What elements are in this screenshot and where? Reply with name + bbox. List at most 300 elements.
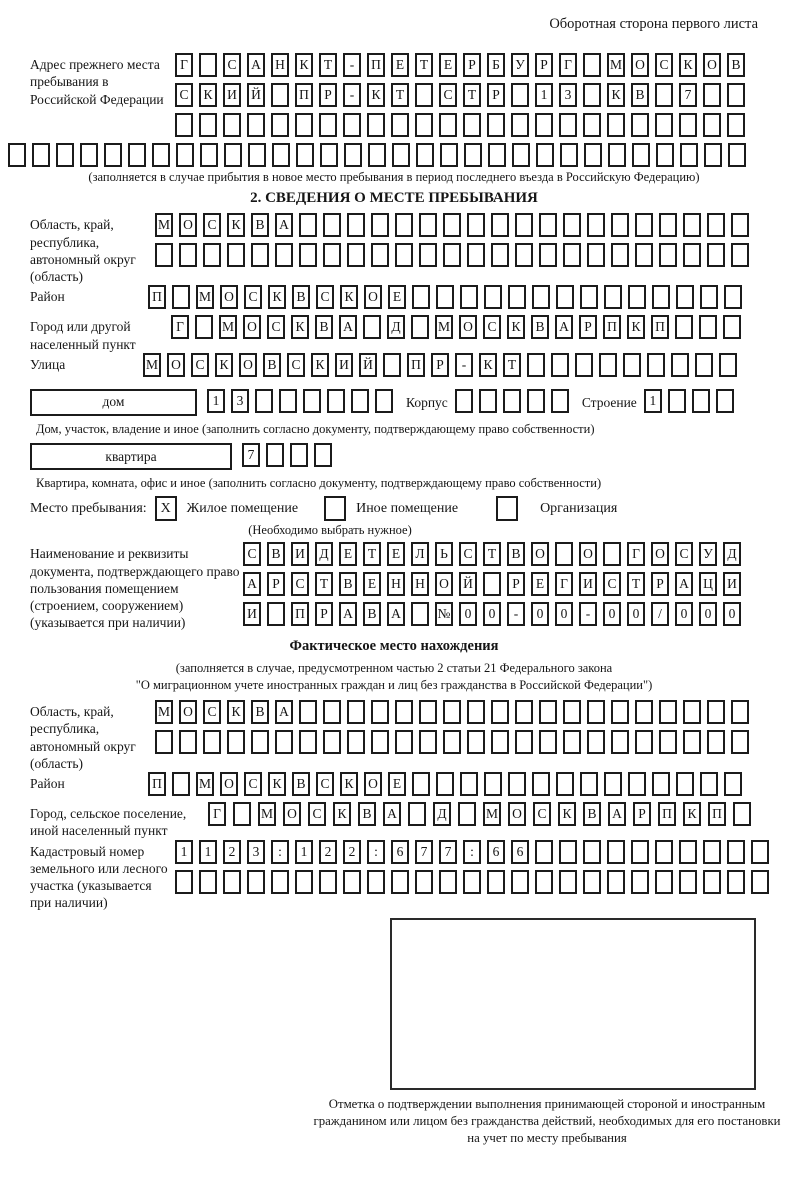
char-cell[interactable] bbox=[511, 870, 529, 894]
char-cell[interactable]: И bbox=[335, 353, 353, 377]
char-cell[interactable]: С bbox=[203, 700, 221, 724]
char-cell[interactable] bbox=[415, 113, 433, 137]
char-cell[interactable]: 7 bbox=[415, 840, 433, 864]
char-cell[interactable] bbox=[419, 700, 437, 724]
char-cell[interactable]: А bbox=[608, 802, 626, 826]
char-cell[interactable]: С bbox=[203, 213, 221, 237]
char-cell[interactable]: : bbox=[367, 840, 385, 864]
char-cell[interactable]: Г bbox=[208, 802, 226, 826]
char-cell[interactable]: Т bbox=[503, 353, 521, 377]
char-cell[interactable] bbox=[555, 542, 573, 566]
char-cell[interactable] bbox=[631, 840, 649, 864]
char-cell[interactable] bbox=[347, 243, 365, 267]
char-cell[interactable] bbox=[443, 700, 461, 724]
char-cell[interactable]: Р bbox=[487, 83, 505, 107]
char-cell[interactable] bbox=[731, 213, 749, 237]
char-cell[interactable] bbox=[527, 389, 545, 413]
char-cell[interactable] bbox=[458, 802, 476, 826]
char-cell[interactable] bbox=[563, 730, 581, 754]
char-cell[interactable] bbox=[599, 353, 617, 377]
char-cell[interactable] bbox=[707, 243, 725, 267]
char-cell[interactable]: М bbox=[155, 700, 173, 724]
char-cell[interactable]: Р bbox=[319, 83, 337, 107]
char-cell[interactable]: О bbox=[459, 315, 477, 339]
char-cell[interactable] bbox=[515, 243, 533, 267]
char-cell[interactable]: О bbox=[508, 802, 526, 826]
char-cell[interactable]: 2 bbox=[319, 840, 337, 864]
char-cell[interactable]: 3 bbox=[559, 83, 577, 107]
char-cell[interactable] bbox=[676, 285, 694, 309]
char-cell[interactable]: В bbox=[531, 315, 549, 339]
char-cell[interactable]: Д bbox=[723, 542, 741, 566]
char-cell[interactable] bbox=[587, 213, 605, 237]
char-cell[interactable] bbox=[247, 870, 265, 894]
char-cell[interactable]: И bbox=[291, 542, 309, 566]
char-cell[interactable]: : bbox=[463, 840, 481, 864]
char-cell[interactable]: С bbox=[675, 542, 693, 566]
char-cell[interactable] bbox=[583, 840, 601, 864]
char-cell[interactable] bbox=[511, 83, 529, 107]
char-cell[interactable]: А bbox=[247, 53, 265, 77]
char-cell[interactable] bbox=[503, 389, 521, 413]
char-cell[interactable] bbox=[104, 143, 122, 167]
char-cell[interactable]: О bbox=[651, 542, 669, 566]
char-cell[interactable] bbox=[724, 772, 742, 796]
char-cell[interactable]: Р bbox=[431, 353, 449, 377]
char-cell[interactable] bbox=[647, 353, 665, 377]
char-cell[interactable] bbox=[251, 243, 269, 267]
char-cell[interactable]: К bbox=[268, 285, 286, 309]
char-cell[interactable]: П bbox=[148, 285, 166, 309]
char-cell[interactable] bbox=[508, 285, 526, 309]
char-cell[interactable]: О bbox=[243, 315, 261, 339]
char-cell[interactable]: Ь bbox=[435, 542, 453, 566]
char-cell[interactable]: К bbox=[291, 315, 309, 339]
char-cell[interactable] bbox=[32, 143, 50, 167]
char-cell[interactable] bbox=[700, 285, 718, 309]
char-cell[interactable]: О bbox=[364, 772, 382, 796]
char-cell[interactable] bbox=[707, 213, 725, 237]
char-cell[interactable]: Р bbox=[579, 315, 597, 339]
char-cell[interactable] bbox=[419, 730, 437, 754]
char-cell[interactable]: С bbox=[243, 542, 261, 566]
char-cell[interactable]: 0 bbox=[699, 602, 717, 626]
char-cell[interactable] bbox=[200, 143, 218, 167]
char-cell[interactable] bbox=[343, 870, 361, 894]
house-field[interactable] bbox=[30, 389, 197, 416]
char-cell[interactable]: К bbox=[679, 53, 697, 77]
char-cell[interactable]: С bbox=[175, 83, 193, 107]
char-cell[interactable]: К bbox=[340, 285, 358, 309]
char-cell[interactable] bbox=[56, 143, 74, 167]
char-cell[interactable]: 1 bbox=[175, 840, 193, 864]
char-cell[interactable]: 3 bbox=[247, 840, 265, 864]
char-cell[interactable]: С bbox=[483, 315, 501, 339]
char-cell[interactable] bbox=[532, 285, 550, 309]
char-cell[interactable]: Ц bbox=[699, 572, 717, 596]
char-cell[interactable] bbox=[295, 870, 313, 894]
char-cell[interactable] bbox=[631, 113, 649, 137]
char-cell[interactable] bbox=[179, 243, 197, 267]
char-cell[interactable]: М bbox=[196, 772, 214, 796]
char-cell[interactable]: П bbox=[603, 315, 621, 339]
char-cell[interactable] bbox=[679, 113, 697, 137]
char-cell[interactable]: О bbox=[179, 700, 197, 724]
char-cell[interactable] bbox=[395, 213, 413, 237]
char-cell[interactable] bbox=[415, 870, 433, 894]
char-cell[interactable]: П bbox=[658, 802, 676, 826]
char-cell[interactable] bbox=[347, 730, 365, 754]
char-cell[interactable] bbox=[439, 870, 457, 894]
char-cell[interactable] bbox=[299, 700, 317, 724]
char-cell[interactable]: - bbox=[579, 602, 597, 626]
char-cell[interactable]: А bbox=[555, 315, 573, 339]
char-cell[interactable] bbox=[635, 243, 653, 267]
char-cell[interactable] bbox=[584, 143, 602, 167]
char-cell[interactable]: П bbox=[295, 83, 313, 107]
char-cell[interactable] bbox=[692, 389, 710, 413]
char-cell[interactable] bbox=[155, 730, 173, 754]
char-cell[interactable]: К bbox=[215, 353, 233, 377]
char-cell[interactable]: А bbox=[339, 602, 357, 626]
char-cell[interactable]: С bbox=[603, 572, 621, 596]
char-cell[interactable]: О bbox=[239, 353, 257, 377]
char-cell[interactable]: К bbox=[683, 802, 701, 826]
char-cell[interactable]: Г bbox=[171, 315, 189, 339]
char-cell[interactable] bbox=[727, 83, 745, 107]
char-cell[interactable] bbox=[703, 840, 721, 864]
char-cell[interactable] bbox=[539, 213, 557, 237]
char-cell[interactable] bbox=[443, 730, 461, 754]
char-cell[interactable] bbox=[416, 143, 434, 167]
char-cell[interactable] bbox=[255, 389, 273, 413]
char-cell[interactable]: А bbox=[675, 572, 693, 596]
char-cell[interactable] bbox=[733, 802, 751, 826]
char-cell[interactable]: - bbox=[455, 353, 473, 377]
char-cell[interactable]: Д bbox=[315, 542, 333, 566]
char-cell[interactable]: Е bbox=[388, 772, 406, 796]
char-cell[interactable] bbox=[319, 113, 337, 137]
char-cell[interactable]: В bbox=[363, 602, 381, 626]
char-cell[interactable] bbox=[563, 213, 581, 237]
char-cell[interactable] bbox=[751, 870, 769, 894]
char-cell[interactable]: В bbox=[358, 802, 376, 826]
char-cell[interactable] bbox=[728, 143, 746, 167]
char-cell[interactable] bbox=[195, 315, 213, 339]
char-cell[interactable] bbox=[491, 213, 509, 237]
char-cell[interactable]: С bbox=[459, 542, 477, 566]
char-cell[interactable] bbox=[731, 243, 749, 267]
char-cell[interactable]: 2 bbox=[343, 840, 361, 864]
char-cell[interactable] bbox=[412, 772, 430, 796]
char-cell[interactable] bbox=[272, 143, 290, 167]
char-cell[interactable]: Т bbox=[363, 542, 381, 566]
char-cell[interactable]: 1 bbox=[199, 840, 217, 864]
char-cell[interactable]: Е bbox=[387, 542, 405, 566]
char-cell[interactable]: Т bbox=[315, 572, 333, 596]
char-cell[interactable] bbox=[320, 143, 338, 167]
char-cell[interactable] bbox=[251, 730, 269, 754]
char-cell[interactable]: К bbox=[479, 353, 497, 377]
char-cell[interactable] bbox=[655, 83, 673, 107]
char-cell[interactable] bbox=[344, 143, 362, 167]
char-cell[interactable]: - bbox=[507, 602, 525, 626]
char-cell[interactable] bbox=[395, 243, 413, 267]
char-cell[interactable]: С bbox=[316, 285, 334, 309]
char-cell[interactable] bbox=[731, 730, 749, 754]
char-cell[interactable] bbox=[347, 213, 365, 237]
char-cell[interactable] bbox=[623, 353, 641, 377]
char-cell[interactable]: А bbox=[339, 315, 357, 339]
char-cell[interactable] bbox=[724, 285, 742, 309]
char-cell[interactable] bbox=[411, 315, 429, 339]
char-cell[interactable]: Й bbox=[247, 83, 265, 107]
char-cell[interactable] bbox=[656, 143, 674, 167]
char-cell[interactable]: С bbox=[244, 772, 262, 796]
char-cell[interactable]: Р bbox=[267, 572, 285, 596]
char-cell[interactable]: В bbox=[251, 700, 269, 724]
char-cell[interactable]: О bbox=[220, 772, 238, 796]
char-cell[interactable] bbox=[363, 315, 381, 339]
char-cell[interactable]: 7 bbox=[242, 443, 260, 467]
char-cell[interactable] bbox=[203, 730, 221, 754]
char-cell[interactable]: Е bbox=[388, 285, 406, 309]
char-cell[interactable] bbox=[267, 602, 285, 626]
char-cell[interactable]: А bbox=[243, 572, 261, 596]
char-cell[interactable] bbox=[491, 700, 509, 724]
char-cell[interactable] bbox=[511, 113, 529, 137]
char-cell[interactable]: Г bbox=[555, 572, 573, 596]
char-cell[interactable] bbox=[607, 840, 625, 864]
char-cell[interactable]: С bbox=[223, 53, 241, 77]
char-cell[interactable] bbox=[440, 143, 458, 167]
apartment-field[interactable] bbox=[30, 443, 232, 470]
char-cell[interactable] bbox=[303, 389, 321, 413]
char-cell[interactable] bbox=[323, 213, 341, 237]
char-cell[interactable] bbox=[727, 870, 745, 894]
char-cell[interactable] bbox=[80, 143, 98, 167]
char-cell[interactable] bbox=[176, 143, 194, 167]
char-cell[interactable]: 1 bbox=[644, 389, 662, 413]
char-cell[interactable]: В bbox=[292, 285, 310, 309]
char-cell[interactable]: Т bbox=[483, 542, 501, 566]
char-cell[interactable] bbox=[223, 870, 241, 894]
char-cell[interactable]: О bbox=[364, 285, 382, 309]
char-cell[interactable] bbox=[683, 700, 701, 724]
char-cell[interactable] bbox=[556, 772, 574, 796]
char-cell[interactable]: Н bbox=[271, 53, 289, 77]
char-cell[interactable] bbox=[535, 113, 553, 137]
char-cell[interactable] bbox=[463, 870, 481, 894]
char-cell[interactable] bbox=[631, 870, 649, 894]
stay-type-checkbox-organization[interactable] bbox=[496, 496, 518, 521]
char-cell[interactable] bbox=[551, 353, 569, 377]
char-cell[interactable] bbox=[635, 700, 653, 724]
char-cell[interactable] bbox=[467, 730, 485, 754]
char-cell[interactable] bbox=[296, 143, 314, 167]
char-cell[interactable]: О bbox=[179, 213, 197, 237]
stay-type-checkbox-other[interactable] bbox=[324, 496, 346, 521]
char-cell[interactable]: Е bbox=[439, 53, 457, 77]
char-cell[interactable] bbox=[199, 53, 217, 77]
char-cell[interactable] bbox=[439, 113, 457, 137]
char-cell[interactable] bbox=[368, 143, 386, 167]
char-cell[interactable]: У bbox=[511, 53, 529, 77]
char-cell[interactable]: В bbox=[315, 315, 333, 339]
char-cell[interactable]: Н bbox=[411, 572, 429, 596]
char-cell[interactable] bbox=[343, 113, 361, 137]
char-cell[interactable]: С bbox=[439, 83, 457, 107]
char-cell[interactable]: 6 bbox=[511, 840, 529, 864]
char-cell[interactable]: С bbox=[308, 802, 326, 826]
char-cell[interactable]: 0 bbox=[555, 602, 573, 626]
char-cell[interactable]: А bbox=[387, 602, 405, 626]
char-cell[interactable] bbox=[395, 730, 413, 754]
char-cell[interactable] bbox=[532, 772, 550, 796]
char-cell[interactable] bbox=[559, 870, 577, 894]
char-cell[interactable]: М bbox=[196, 285, 214, 309]
char-cell[interactable]: 3 bbox=[231, 389, 249, 413]
char-cell[interactable] bbox=[699, 315, 717, 339]
char-cell[interactable]: В bbox=[267, 542, 285, 566]
char-cell[interactable]: Б bbox=[487, 53, 505, 77]
char-cell[interactable]: 2 bbox=[223, 840, 241, 864]
char-cell[interactable]: О bbox=[631, 53, 649, 77]
char-cell[interactable] bbox=[655, 840, 673, 864]
char-cell[interactable] bbox=[395, 700, 413, 724]
char-cell[interactable]: Р bbox=[315, 602, 333, 626]
char-cell[interactable]: 7 bbox=[679, 83, 697, 107]
char-cell[interactable] bbox=[675, 315, 693, 339]
char-cell[interactable] bbox=[539, 730, 557, 754]
char-cell[interactable] bbox=[443, 213, 461, 237]
char-cell[interactable] bbox=[652, 772, 670, 796]
char-cell[interactable] bbox=[367, 870, 385, 894]
char-cell[interactable] bbox=[443, 243, 461, 267]
char-cell[interactable]: М bbox=[155, 213, 173, 237]
char-cell[interactable] bbox=[583, 870, 601, 894]
char-cell[interactable] bbox=[8, 143, 26, 167]
char-cell[interactable] bbox=[203, 243, 221, 267]
char-cell[interactable]: Н bbox=[387, 572, 405, 596]
char-cell[interactable] bbox=[611, 213, 629, 237]
char-cell[interactable] bbox=[539, 243, 557, 267]
char-cell[interactable] bbox=[683, 213, 701, 237]
char-cell[interactable] bbox=[199, 870, 217, 894]
char-cell[interactable] bbox=[719, 353, 737, 377]
char-cell[interactable] bbox=[716, 389, 734, 413]
char-cell[interactable] bbox=[487, 870, 505, 894]
char-cell[interactable] bbox=[299, 213, 317, 237]
char-cell[interactable] bbox=[367, 113, 385, 137]
char-cell[interactable] bbox=[460, 772, 478, 796]
char-cell[interactable] bbox=[659, 243, 677, 267]
char-cell[interactable]: А bbox=[383, 802, 401, 826]
char-cell[interactable]: О bbox=[531, 542, 549, 566]
char-cell[interactable] bbox=[290, 443, 308, 467]
char-cell[interactable]: : bbox=[271, 840, 289, 864]
char-cell[interactable]: № bbox=[435, 602, 453, 626]
char-cell[interactable]: Л bbox=[411, 542, 429, 566]
char-cell[interactable]: К bbox=[199, 83, 217, 107]
char-cell[interactable] bbox=[559, 113, 577, 137]
char-cell[interactable]: С bbox=[244, 285, 262, 309]
char-cell[interactable] bbox=[464, 143, 482, 167]
char-cell[interactable] bbox=[515, 700, 533, 724]
char-cell[interactable] bbox=[455, 389, 473, 413]
char-cell[interactable] bbox=[680, 143, 698, 167]
char-cell[interactable] bbox=[371, 213, 389, 237]
char-cell[interactable] bbox=[347, 700, 365, 724]
char-cell[interactable] bbox=[628, 285, 646, 309]
char-cell[interactable] bbox=[371, 243, 389, 267]
char-cell[interactable] bbox=[487, 113, 505, 137]
char-cell[interactable] bbox=[371, 700, 389, 724]
char-cell[interactable] bbox=[671, 353, 689, 377]
char-cell[interactable] bbox=[727, 840, 745, 864]
char-cell[interactable] bbox=[655, 870, 673, 894]
char-cell[interactable]: С bbox=[533, 802, 551, 826]
char-cell[interactable] bbox=[587, 700, 605, 724]
char-cell[interactable]: Й bbox=[459, 572, 477, 596]
char-cell[interactable]: П bbox=[148, 772, 166, 796]
char-cell[interactable] bbox=[535, 870, 553, 894]
char-cell[interactable]: К bbox=[340, 772, 358, 796]
char-cell[interactable]: К bbox=[507, 315, 525, 339]
char-cell[interactable] bbox=[175, 870, 193, 894]
char-cell[interactable] bbox=[512, 143, 530, 167]
char-cell[interactable]: И bbox=[723, 572, 741, 596]
char-cell[interactable] bbox=[319, 870, 337, 894]
char-cell[interactable] bbox=[351, 389, 369, 413]
char-cell[interactable] bbox=[611, 730, 629, 754]
char-cell[interactable] bbox=[604, 285, 622, 309]
char-cell[interactable] bbox=[607, 113, 625, 137]
char-cell[interactable]: Е bbox=[531, 572, 549, 596]
char-cell[interactable] bbox=[247, 113, 265, 137]
char-cell[interactable] bbox=[408, 802, 426, 826]
char-cell[interactable]: Р bbox=[535, 53, 553, 77]
char-cell[interactable]: Р bbox=[633, 802, 651, 826]
char-cell[interactable]: В bbox=[251, 213, 269, 237]
char-cell[interactable] bbox=[683, 243, 701, 267]
char-cell[interactable] bbox=[436, 772, 454, 796]
char-cell[interactable]: К bbox=[367, 83, 385, 107]
char-cell[interactable]: И bbox=[243, 602, 261, 626]
char-cell[interactable] bbox=[751, 840, 769, 864]
char-cell[interactable]: Т bbox=[627, 572, 645, 596]
char-cell[interactable]: К bbox=[333, 802, 351, 826]
char-cell[interactable] bbox=[391, 113, 409, 137]
char-cell[interactable] bbox=[535, 840, 553, 864]
char-cell[interactable] bbox=[655, 113, 673, 137]
char-cell[interactable]: - bbox=[343, 53, 361, 77]
char-cell[interactable] bbox=[703, 83, 721, 107]
char-cell[interactable]: К bbox=[607, 83, 625, 107]
char-cell[interactable] bbox=[556, 285, 574, 309]
char-cell[interactable]: Т bbox=[463, 83, 481, 107]
char-cell[interactable]: 1 bbox=[207, 389, 225, 413]
char-cell[interactable] bbox=[436, 285, 454, 309]
char-cell[interactable]: М bbox=[258, 802, 276, 826]
char-cell[interactable] bbox=[415, 83, 433, 107]
char-cell[interactable]: К bbox=[311, 353, 329, 377]
char-cell[interactable]: С bbox=[655, 53, 673, 77]
char-cell[interactable]: Т bbox=[319, 53, 337, 77]
char-cell[interactable]: - bbox=[343, 83, 361, 107]
char-cell[interactable] bbox=[233, 802, 251, 826]
char-cell[interactable] bbox=[704, 143, 722, 167]
